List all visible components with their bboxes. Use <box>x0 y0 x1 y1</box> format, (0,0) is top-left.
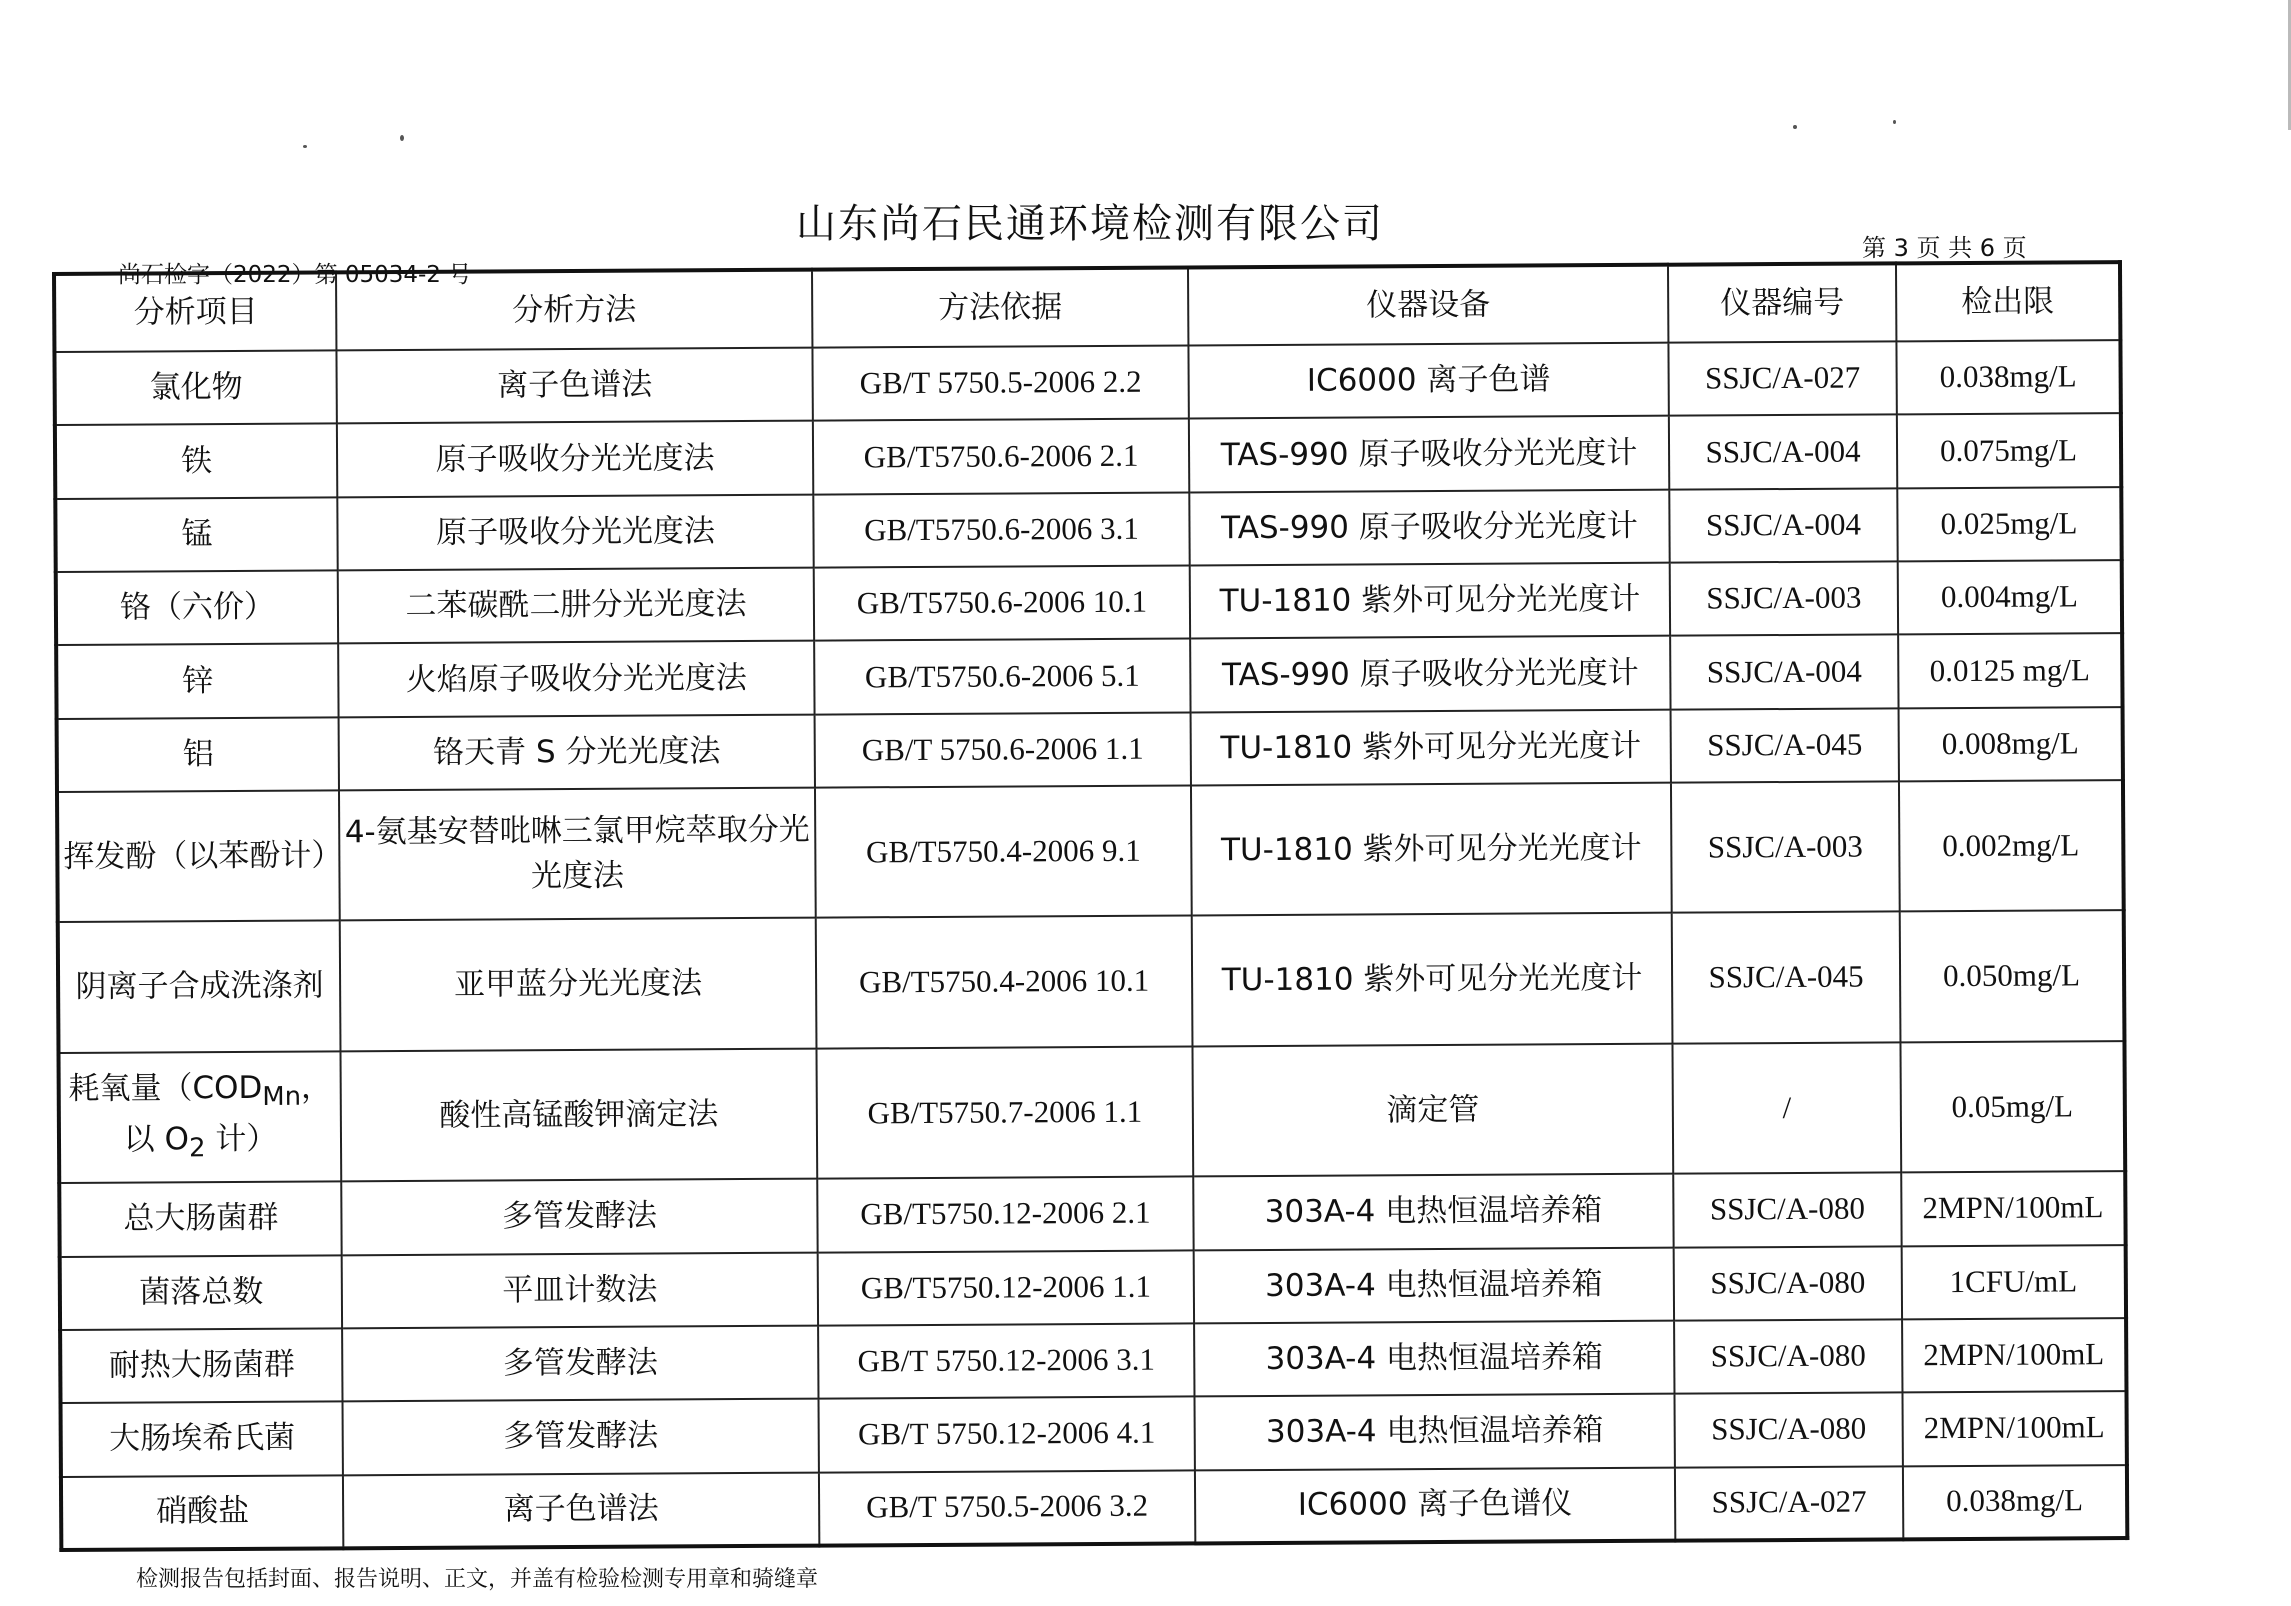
table-header-row <box>54 262 2120 352</box>
cell-instrument: TAS-990 原子吸收分光光度计 <box>1190 636 1670 712</box>
column-header: 方法依据 <box>812 267 1188 347</box>
cell-basis: GB/T5750.6-2006 3.1 <box>813 492 1189 568</box>
cell-method: 酸性高锰酸钾滴定法 <box>340 1048 817 1181</box>
cell-code: SSJC/A-003 <box>1670 561 1898 636</box>
item-text: 耗氧量（COD <box>68 1070 263 1108</box>
cell-instrument: 303A-4 电热恒温培养箱 <box>1193 1174 1673 1250</box>
cell-limit: 0.075mg/L <box>1897 413 2121 488</box>
cell-item: 氯化物 <box>54 350 336 425</box>
cell-method: 原子吸收分光光度法 <box>337 421 813 497</box>
cell-code: SSJC/A-080 <box>1673 1173 1901 1248</box>
cell-item: 铬（六价） <box>56 570 338 645</box>
cell-method: 亚甲蓝分光光度法 <box>340 918 817 1051</box>
cell-item <box>58 1051 341 1183</box>
cell-instrument: TAS-990 原子吸收分光光度计 <box>1189 489 1669 565</box>
cell-item: 锰 <box>55 497 337 572</box>
cell-item: 挥发酚（以苯酚计） <box>57 790 340 922</box>
cell-code: SSJC/A-080 <box>1674 1319 1902 1394</box>
cell-basis: GB/T5750.6-2006 2.1 <box>813 419 1189 495</box>
cell-limit: 0.038mg/L <box>1896 340 2120 415</box>
cell-code: / <box>1672 1042 1901 1174</box>
cell-code: SSJC/A-004 <box>1669 488 1897 563</box>
cell-instrument: 滴定管 <box>1192 1044 1673 1177</box>
cell-basis: GB/T5750.6-2006 5.1 <box>814 639 1190 715</box>
cell-code: SSJC/A-003 <box>1671 781 1900 913</box>
cell-basis: GB/T5750.6-2006 10.1 <box>814 565 1190 641</box>
table-row <box>61 1465 2127 1550</box>
cell-limit: 2MPN/100mL <box>1901 1171 2125 1246</box>
cell-code: SSJC/A-045 <box>1671 708 1899 783</box>
cell-limit: 2MPN/100mL <box>1902 1318 2126 1393</box>
cell-limit: 0.025mg/L <box>1897 487 2121 562</box>
cell-method: 二苯碳酰二肼分光光度法 <box>338 568 814 644</box>
cell-method: 铬天青 S 分光光度法 <box>339 714 815 790</box>
table-row <box>58 1041 2125 1183</box>
cell-method: 多管发酵法 <box>342 1326 818 1402</box>
cell-method: 多管发酵法 <box>341 1179 817 1255</box>
cell-method: 火焰原子吸收分光光度法 <box>338 641 814 717</box>
table-row <box>55 487 2121 572</box>
table-row <box>57 780 2124 922</box>
table-row <box>61 1391 2127 1476</box>
cell-instrument: IC6000 离子色谱 <box>1188 343 1668 419</box>
cell-item: 大肠埃希氏菌 <box>61 1402 343 1477</box>
cell-limit: 0.0125 mg/L <box>1898 633 2122 708</box>
cell-code: SSJC/A-045 <box>1672 912 1901 1044</box>
company-title: 山东尚石民通环境检测有限公司 <box>796 201 1384 247</box>
cell-instrument: IC6000 离子色谱仪 <box>1195 1467 1675 1543</box>
cell-basis: GB/T 5750.5-2006 3.2 <box>819 1470 1195 1546</box>
cell-item: 总大肠菌群 <box>59 1182 341 1257</box>
cell-basis: GB/T5750.4-2006 9.1 <box>815 786 1192 919</box>
cell-code: SSJC/A-004 <box>1670 635 1898 710</box>
column-header: 仪器编号 <box>1668 263 1896 342</box>
cell-method: 离子色谱法 <box>336 348 812 424</box>
table-row <box>55 413 2121 498</box>
cell-method: 离子色谱法 <box>343 1472 819 1548</box>
column-header: 仪器设备 <box>1188 265 1668 346</box>
cell-limit: 0.05mg/L <box>1900 1041 2125 1173</box>
item-text: 计） <box>205 1120 278 1158</box>
cell-instrument: TU-1810 紫外可见分光光度计 <box>1191 783 1672 916</box>
footer-note: 检测报告包括封面、报告说明、正文，并盖有检验检测专用章和骑缝章 <box>136 1567 819 1592</box>
cell-basis: GB/T 5750.6-2006 1.1 <box>815 712 1191 788</box>
cell-instrument: 303A-4 电热恒温培养箱 <box>1194 1394 1674 1470</box>
cell-limit: 0.050mg/L <box>1900 911 2125 1043</box>
item-text: ，以 O <box>123 1069 333 1158</box>
item-subscript: 2 <box>188 1133 206 1164</box>
cell-instrument: 303A-4 电热恒温培养箱 <box>1194 1247 1674 1323</box>
table-row <box>56 560 2122 645</box>
cell-limit: 0.004mg/L <box>1898 560 2122 635</box>
cell-item: 硝酸盐 <box>61 1475 343 1550</box>
cell-item: 耐热大肠菌群 <box>60 1328 342 1403</box>
cell-method: 平皿计数法 <box>342 1252 818 1328</box>
table-row <box>59 1171 2125 1256</box>
table-row <box>54 340 2120 425</box>
table-row <box>60 1318 2126 1403</box>
cell-basis: GB/T5750.4-2006 10.1 <box>816 916 1193 1049</box>
table-row <box>58 911 2125 1053</box>
cell-item: 阴离子合成洗涤剂 <box>58 921 341 1053</box>
cell-method: 多管发酵法 <box>343 1399 819 1475</box>
cell-code: SSJC/A-027 <box>1668 341 1896 416</box>
cell-item: 锌 <box>56 644 338 719</box>
cell-limit: 0.008mg/L <box>1899 707 2123 782</box>
cell-code: SSJC/A-080 <box>1674 1393 1902 1468</box>
cell-code: SSJC/A-027 <box>1675 1466 1903 1541</box>
cell-item: 铁 <box>55 424 337 499</box>
cell-basis: GB/T 5750.12-2006 3.1 <box>818 1323 1194 1399</box>
column-header: 分析项目 <box>54 272 336 352</box>
cell-limit: 0.038mg/L <box>1903 1465 2127 1540</box>
cell-basis: GB/T 5750.5-2006 2.2 <box>812 345 1188 421</box>
column-header: 检出限 <box>1896 262 2120 341</box>
cell-method: 4-氨基安替吡啉三氯甲烷萃取分光光度法 <box>339 788 816 921</box>
report-number: 尚石检字（2022）第 05034-2 号 <box>118 262 472 288</box>
cell-basis: GB/T5750.12-2006 2.1 <box>817 1177 1193 1253</box>
table-row <box>57 707 2123 792</box>
cell-instrument: TU-1810 紫外可见分光光度计 <box>1190 563 1670 639</box>
cell-limit: 1CFU/mL <box>1902 1245 2126 1320</box>
item-subscript: Mn <box>262 1082 302 1113</box>
cell-instrument: 303A-4 电热恒温培养箱 <box>1194 1321 1674 1397</box>
cell-method: 原子吸收分光光度法 <box>337 494 813 570</box>
page-indicator: 第 3 页 共 6 页 <box>1862 234 2027 262</box>
cell-instrument: TU-1810 紫外可见分光光度计 <box>1191 709 1671 785</box>
cell-basis: GB/T5750.7-2006 1.1 <box>816 1046 1193 1179</box>
table-row <box>60 1245 2126 1330</box>
cell-item: 铝 <box>57 717 339 792</box>
table-row <box>56 633 2122 718</box>
cell-limit: 0.002mg/L <box>1899 780 2124 912</box>
cell-limit: 2MPN/100mL <box>1902 1391 2126 1466</box>
cell-basis: GB/T5750.12-2006 1.1 <box>818 1250 1194 1326</box>
cell-instrument: TAS-990 原子吸收分光光度计 <box>1189 416 1669 492</box>
cell-code: SSJC/A-004 <box>1669 415 1897 490</box>
analysis-methods-table <box>52 260 2125 1552</box>
cell-code: SSJC/A-080 <box>1674 1246 1902 1321</box>
cell-instrument: TU-1810 紫外可见分光光度计 <box>1192 913 1673 1046</box>
cell-basis: GB/T 5750.12-2006 4.1 <box>819 1397 1195 1473</box>
column-header: 分析方法 <box>336 270 812 351</box>
cell-item: 菌落总数 <box>60 1255 342 1330</box>
